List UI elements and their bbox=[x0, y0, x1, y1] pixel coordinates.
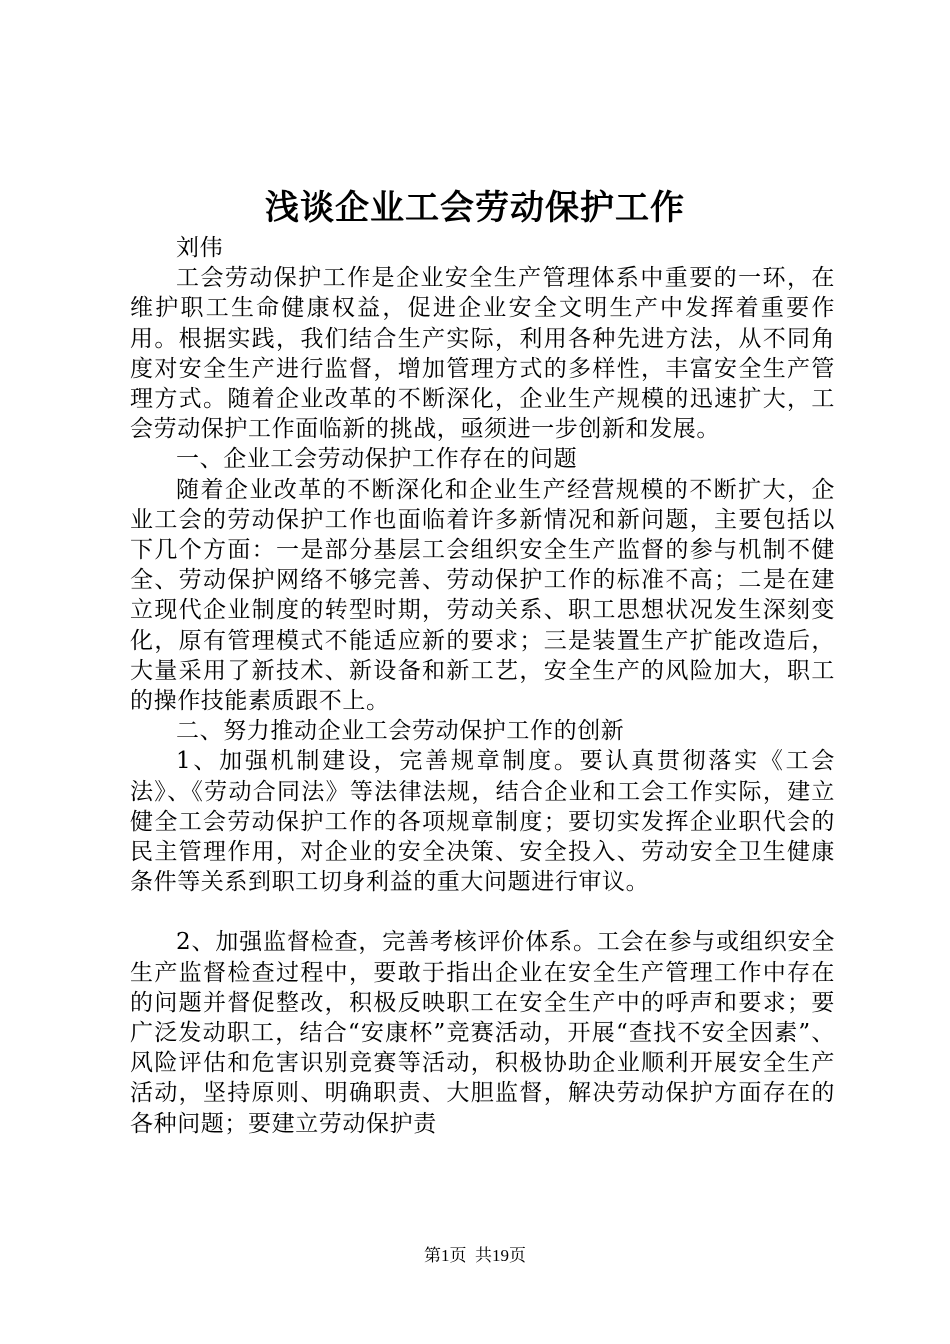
paragraph-problems: 随着企业改革的不断深化和企业生产经营规模的不断扩大，企业工会的劳动保护工作也面临着许多新情况和新问题，主要包括以下几个方面：一是部分基层工会组织安全生产监督的参与机制不健全、劳动保护网络不够完善、劳动保护工作的标准不高；二是在建立现代企业制度的转型时期，劳动关系、职工思想状况发生深刻变化，原有管理模式不能适应新的要求；三是装置生产扩能改造后，大量采用了新技术、新设备和新工艺，安全生产的风险加大，职工的操作技能素质跟不上。 bbox=[130, 476, 835, 715]
document-body bbox=[130, 233, 835, 1139]
paragraph-item-1: 1、加强机制建设，完善规章制度。要认真贯彻落实《工会法》、《劳动合同法》等法律法规，结合企业和工会工作实际，建立健全工会劳动保护工作的各项规章制度；要切实发挥企业职代会的民主管理作用，对企业的安全决策、安全投入、劳动安全卫生健康条件等关系到职工切身利益的重大问题进行审议。 bbox=[130, 748, 835, 896]
footer-separator bbox=[467, 1246, 476, 1265]
document-title: 浅谈企业工会劳动保护工作 bbox=[265, 188, 685, 228]
page-footer bbox=[0, 1244, 950, 1268]
page-total: 共19页 bbox=[475, 1246, 526, 1265]
section-heading-1: 一、企业工会劳动保护工作存在的问题 bbox=[176, 446, 578, 473]
section-heading-2: 二、努力推动企业工会劳动保护工作的创新 bbox=[176, 718, 625, 745]
paragraph-intro: 工会劳动保护工作是企业安全生产管理体系中重要的一环，在维护职工生命健康权益，促进企业安全文明生产中发挥着重要作用。根据实践，我们结合生产实际，利用各种先进方法，从不同角度对安全生产进行监督，增加管理方式的多样性，丰富安全生产管理方式。随着企业改革的不断深化，企业生产规模的迅速扩大，工会劳动保护工作面临新的挑战，亟须进一步创新和发展。 bbox=[130, 265, 835, 443]
page-number: 第1页 bbox=[424, 1246, 467, 1265]
author-line: 刘伟 bbox=[176, 235, 224, 261]
paragraph-item-2: 2、加强监督检查，完善考核评价体系。工会在参与或组织安全生产监督检查过程中，要敢于指出企业在安全生产管理工作中存在的问题并督促整改，积极反映职工在安全生产中的呼声和要求；要广泛发动职工，结合“安康杯”竞赛活动，开展“查找不安全因素”、风险评估和危害识别竞赛等活动，积极协助企业顺利开展安全生产活动，坚持原则、明确职责、大胆监督，解决劳动保护方面存在的各种问题；要建立劳动保护责 bbox=[130, 929, 835, 1137]
